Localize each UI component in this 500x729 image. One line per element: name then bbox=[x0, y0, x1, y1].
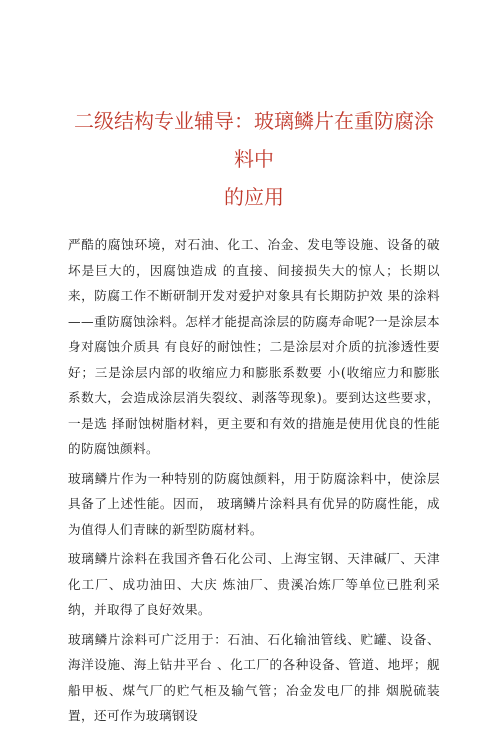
paragraph: 玻璃鳞片作为一种特别的防腐蚀颜料，用于防腐涂料中，使涂层具备了上述性能。因而， 玻璃鳞片涂料具有优异的防腐性能，成为值得人们青睐的新型防腐材料。 bbox=[68, 470, 440, 537]
title-line-2: 的应用 bbox=[224, 185, 284, 209]
document-body bbox=[68, 232, 440, 729]
document-title bbox=[68, 102, 440, 216]
paragraph: 玻璃鳞片涂料在我国齐鲁石化公司、上海宝钢、天津碱厂、天津化工厂、成功油田、大庆 炼油厂、贵溪冶炼厂等单位已胜利采纳，并取得了良好效果。 bbox=[68, 551, 440, 617]
paragraph: 玻璃鳞片涂料可广泛用于：石油、石化输油管线、贮罐、设备、海洋设施、海上钻井平台 、化工厂的各种设备、管道、地坪；舰船甲板、煤气厂的贮气柜及输气管；冶金发电厂的排 烟脱硫装置，还可作为玻璃钢设 bbox=[68, 631, 440, 723]
paragraph: 严酷的腐蚀环境，对石油、化工、冶金、发电等设施、设备的破坏是巨大的，因腐蚀造成 的直接、间接损失大的惊人；长期以来，防腐工作不断研制开发对爱护对象具有长期防护效 果的涂料——重防腐蚀涂料。怎样才能提高涂层的防腐寿命呢?一是涂层本身对腐蚀介质具 有良好的耐蚀性；二是涂层对介质的抗渗透性要好；三是涂层内部的收缩应力和膨胀系数要 小(收缩应力和膨胀系数大，会造成涂层消失裂纹、剥落等现象)。要到达这些要求，一是选 择耐蚀树脂材料，更主要和有效的措施是使用优良的性能的防腐蚀颜料。 bbox=[68, 237, 440, 456]
title-line-1: 二级结构专业辅导：玻璃鳞片在重防腐涂料中 bbox=[74, 109, 434, 171]
